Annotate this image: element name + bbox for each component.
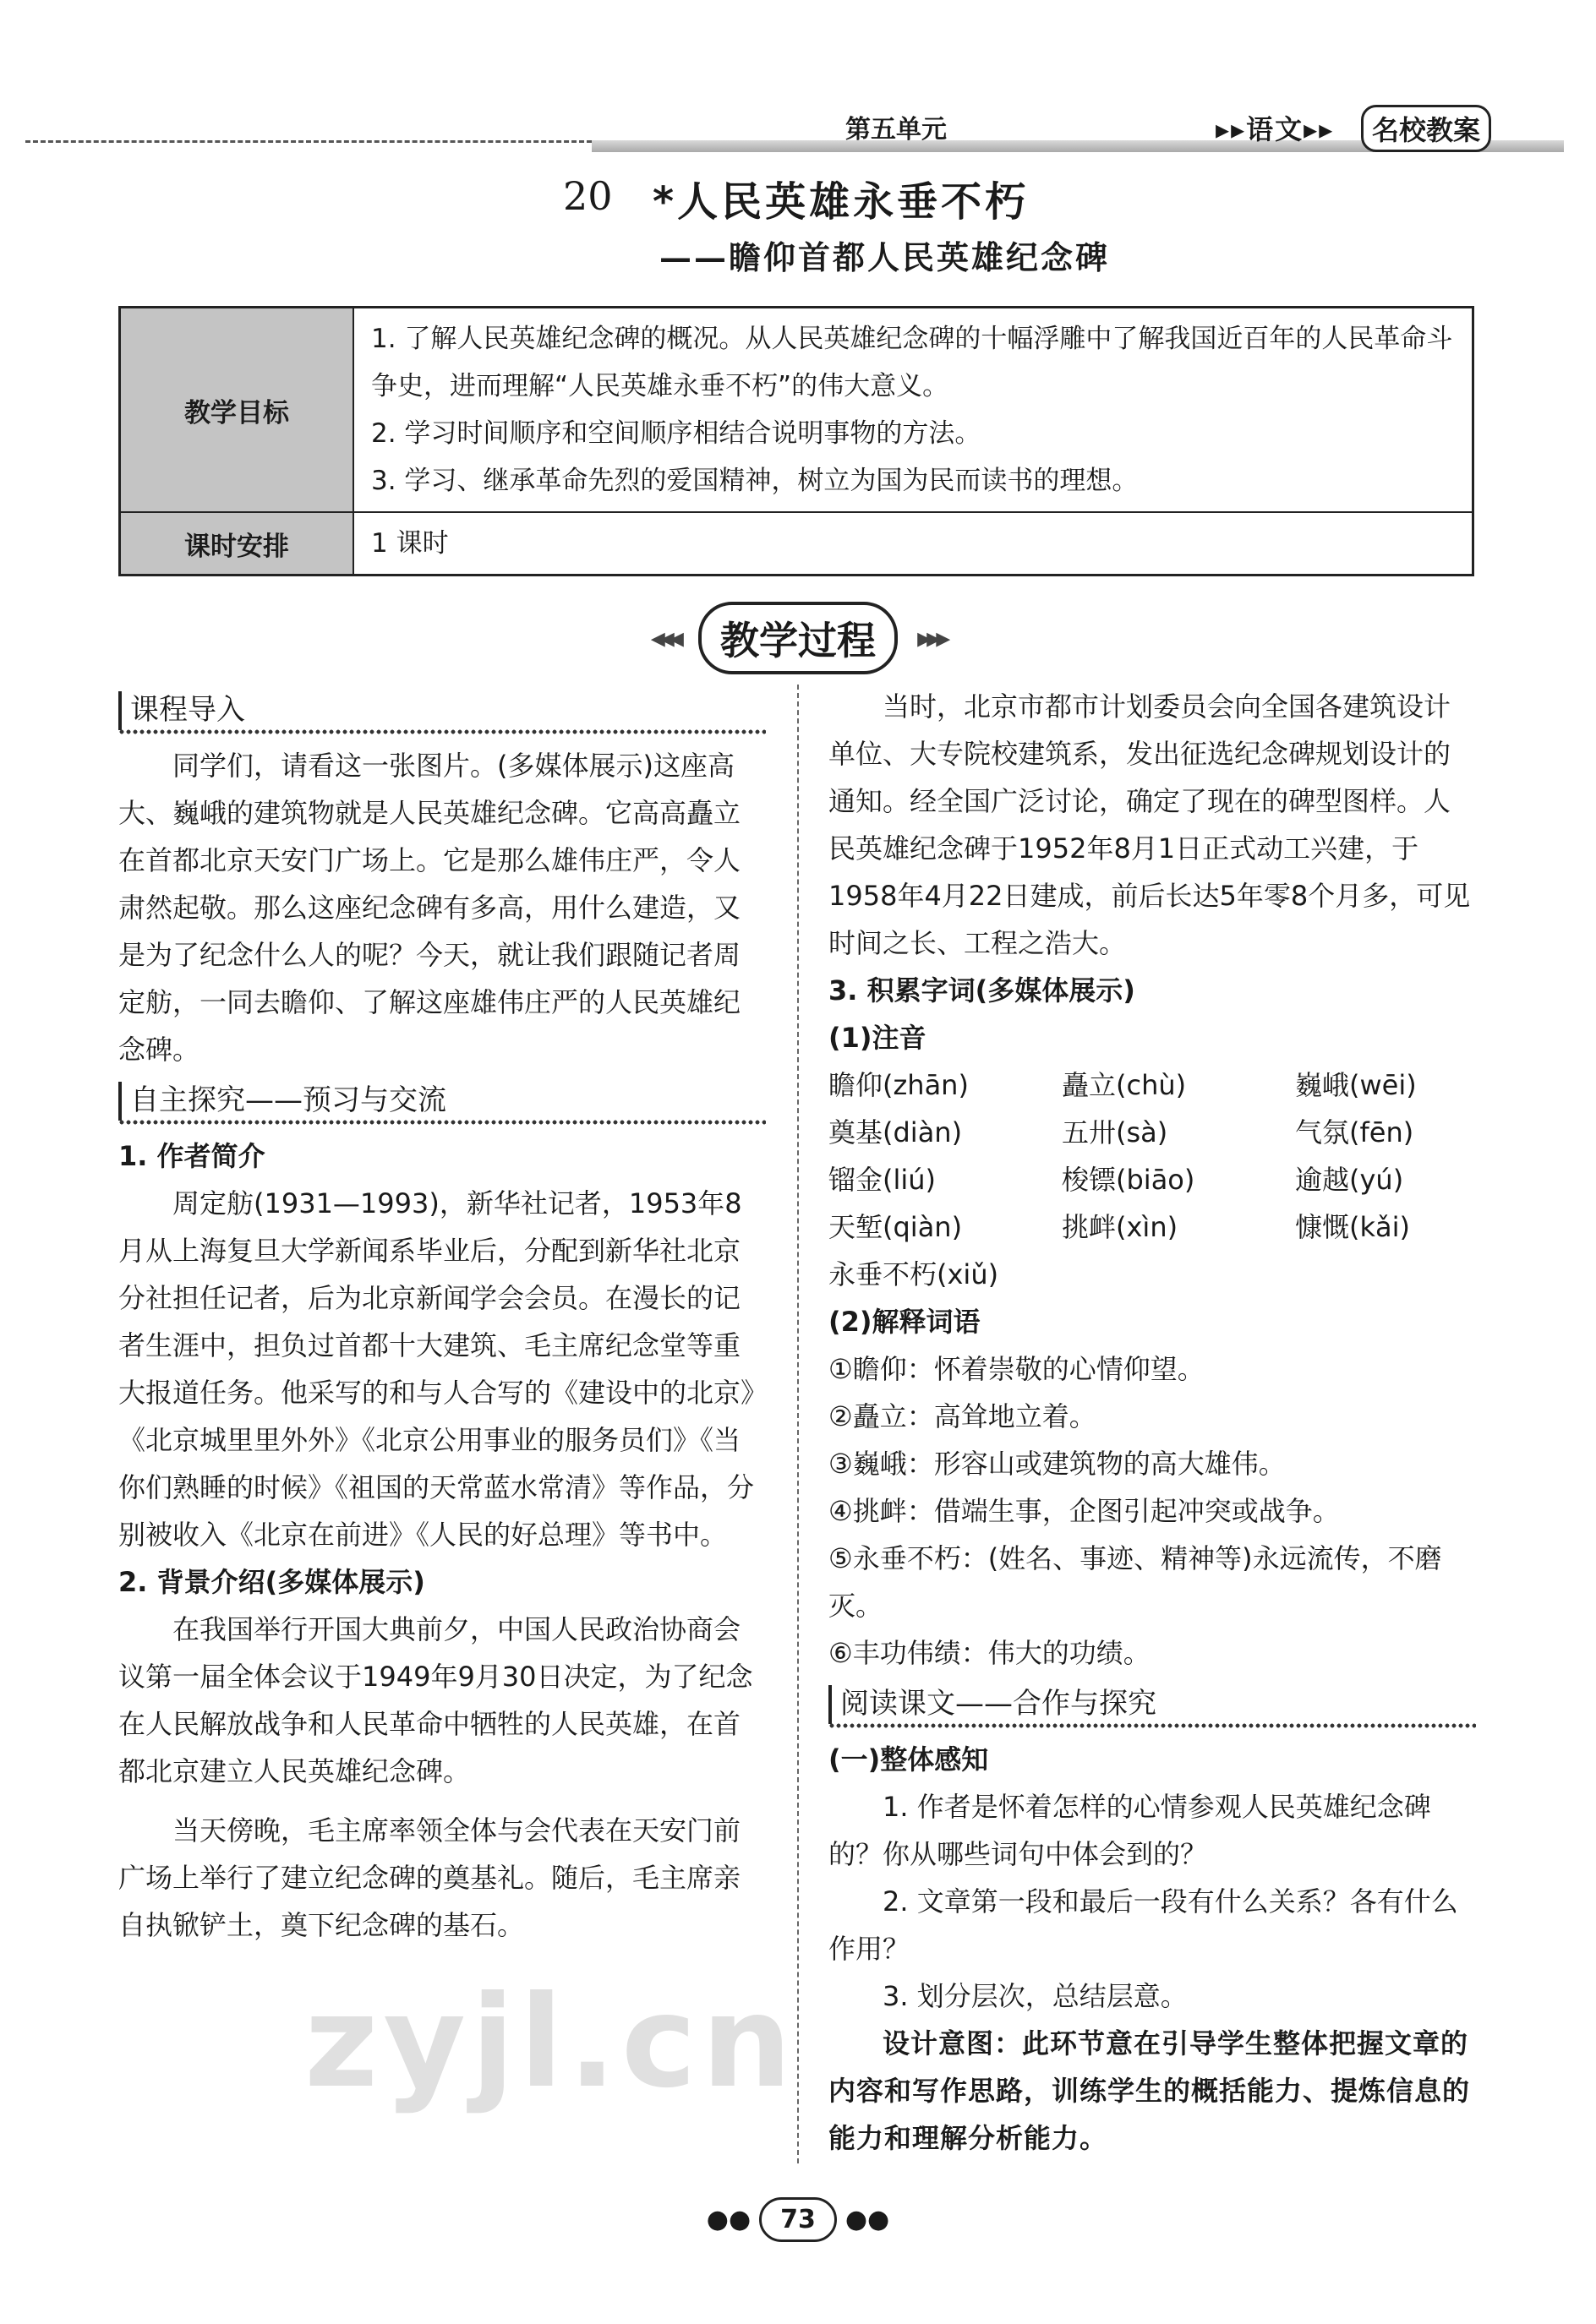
explanation-item: ⑥丰功伟绩：伟大的功绩。 bbox=[828, 1637, 1151, 1669]
background-heading: 2. 背景介绍(多媒体展示) bbox=[118, 1566, 425, 1598]
section-heading bbox=[118, 686, 766, 735]
subject-label bbox=[1216, 108, 1334, 147]
heading-dots bbox=[118, 1119, 766, 1126]
schedule-value: 1 课时 bbox=[353, 512, 1473, 576]
pinyin-item: 气氛(fēn) bbox=[1295, 1116, 1414, 1148]
arrow-icon: ▸▸ bbox=[1304, 113, 1335, 145]
heading-dots bbox=[118, 728, 766, 735]
page-number: 73 bbox=[759, 2197, 837, 2242]
section-heading bbox=[118, 1077, 766, 1126]
brand-badge: 名校教案 bbox=[1361, 105, 1491, 152]
dots-icon: ●● bbox=[706, 2205, 752, 2234]
pinyin-item: 镏金(liú) bbox=[828, 1164, 937, 1196]
pinyin-grid bbox=[828, 1061, 1476, 1298]
schedule-row bbox=[120, 512, 1473, 576]
goal-item: 3. 学习、继承革命先烈的爱国精神，树立为国为民而读书的理想。 bbox=[371, 466, 1139, 496]
explore-heading: 自主探究——预习与交流 bbox=[130, 1083, 446, 1117]
column-divider bbox=[797, 685, 799, 2163]
explanation-item: ④挑衅：借端生事，企图引起冲突或战争。 bbox=[828, 1495, 1340, 1527]
overall-heading: (一)整体感知 bbox=[828, 1743, 989, 1776]
schedule-label: 课时安排 bbox=[120, 512, 354, 576]
section-heading bbox=[828, 1680, 1476, 1729]
pinyin-heading: (1)注音 bbox=[828, 1022, 926, 1054]
heading-bar bbox=[118, 1082, 122, 1121]
pinyin-item: 瞻仰(zhān) bbox=[828, 1069, 969, 1101]
explanation-item: ②矗立：高耸地立着。 bbox=[828, 1400, 1096, 1432]
pinyin-item: 奠基(diàn) bbox=[828, 1116, 963, 1148]
goal-item: 1. 了解人民英雄纪念碑的概况。从人民英雄纪念碑的十幅浮雕中了解我国近百年的人民革命斗争史，进而理解“人民英雄永垂不朽”的伟大意义。 bbox=[371, 324, 1453, 401]
page-number-badge bbox=[0, 2197, 1596, 2242]
explanation-item: ③巍峨：形容山或建筑物的高大雄伟。 bbox=[828, 1448, 1286, 1480]
pinyin-item: 挑衅(xìn) bbox=[1062, 1211, 1178, 1243]
pinyin-item: 巍峨(wēi) bbox=[1295, 1069, 1417, 1101]
question-item: 1. 作者是怀着怎样的心情参观人民英雄纪念碑的？你从哪些词句中体会到的？ bbox=[828, 1791, 1431, 1870]
unit-label: 第五单元 bbox=[845, 115, 947, 145]
words-heading: 3. 积累字词(多媒体展示) bbox=[828, 974, 1135, 1007]
right-arrows-icon: ▸▸▸ bbox=[917, 621, 946, 655]
heading-bar bbox=[828, 1685, 832, 1724]
lesson-subtitle: ——瞻仰首都人民英雄纪念碑 bbox=[659, 238, 1111, 276]
process-banner bbox=[0, 602, 1596, 674]
arrow-icon: ▸▸ bbox=[1216, 113, 1247, 145]
explain-heading: (2)解释词语 bbox=[828, 1306, 981, 1338]
watermark: zyjl.cn bbox=[304, 1969, 797, 2116]
pinyin-item: 梭镖(biāo) bbox=[1062, 1164, 1195, 1196]
explanation-item: ①瞻仰：怀着崇敬的心情仰望。 bbox=[828, 1353, 1205, 1385]
continue-paragraph: 当时，北京市都市计划委员会向全国各建筑设计单位、大专院校建筑系，发出征选纪念碑规划设计的通知。经全国广泛讨论，确定了现在的碑型图样。人民英雄纪念碑于1952年8月1日正式动工兴建，于1958年4月22日建成，前后长达5年零8个月多，可见时间之长、工程之浩大。 bbox=[828, 690, 1471, 959]
lesson-number: 20 bbox=[563, 173, 613, 219]
pinyin-item: 矗立(chù) bbox=[1062, 1069, 1187, 1101]
pinyin-item: 永垂不朽(xiǔ) bbox=[828, 1258, 999, 1290]
goals-label: 教学目标 bbox=[120, 308, 354, 513]
right-column bbox=[828, 683, 1476, 2162]
header-dashed-rule bbox=[25, 140, 592, 143]
question-item: 3. 划分层次，总结层意。 bbox=[883, 1980, 1188, 2012]
pinyin-item: 逾越(yú) bbox=[1295, 1164, 1404, 1196]
pinyin-item: 天堑(qiàn) bbox=[828, 1211, 963, 1243]
author-paragraph: 周定舫(1931—1993)，新华社记者，1953年8月从上海复旦大学新闻系毕业后，分配到新华社北京分社担任记者，后为北京新闻学会会员。在漫长的记者生涯中，担负过首都十大建筑、毛主席纪念堂等重大报道任务。他采写的和与人合写的《建设中的北京》《北京城里里外外》《北京公用事业的服务员们》《当你们熟睡的时候》《祖国的天常蓝水常清》等作品，分别被收入《北京在前进》《人民的好总理》等书中。 bbox=[118, 1187, 755, 1551]
background-paragraph: 在我国举行开国大典前夕，中国人民政治协商会议第一届全体会议于1949年9月30日决定，为了纪念在人民解放战争和人民革命中牺牲的人民英雄，在首都北京建立人民英雄纪念碑。 bbox=[118, 1613, 753, 1787]
background-paragraph: 当天傍晚，毛主席率领全体与会代表在天安门前广场上举行了建立纪念碑的奠基礼。随后，毛主席亲自执锨铲土，奠下纪念碑的基石。 bbox=[118, 1814, 741, 1941]
left-column bbox=[118, 683, 766, 1949]
intro-heading: 课程导入 bbox=[130, 693, 245, 727]
left-arrows-icon: ◂◂◂ bbox=[650, 621, 679, 655]
heading-dots bbox=[828, 1722, 1476, 1729]
lesson-title: *人民英雄永垂不朽 bbox=[653, 178, 1030, 226]
process-title: 教学过程 bbox=[698, 602, 898, 674]
explanation-item: ⑤永垂不朽：(姓名、事迹、精神等)永远流传，不磨灭。 bbox=[828, 1542, 1442, 1622]
design-note: 设计意图：此环节意在引导学生整体把握文章的内容和写作思路，训练学生的概括能力、提炼信息的能力和理解分析能力。 bbox=[828, 2027, 1471, 2154]
subject-text: 语文 bbox=[1246, 113, 1304, 145]
read-heading: 阅读课文——合作与探究 bbox=[840, 1687, 1156, 1721]
dots-icon: ●● bbox=[844, 2205, 890, 2234]
goals-row bbox=[120, 308, 1473, 513]
heading-bar bbox=[118, 691, 122, 730]
goal-item: 2. 学习时间顺序和空间顺序相结合说明事物的方法。 bbox=[371, 418, 981, 449]
pinyin-item: 五卅(sà) bbox=[1062, 1116, 1168, 1148]
question-item: 2. 文章第一段和最后一段有什么关系？各有什么作用？ bbox=[828, 1885, 1458, 1965]
author-heading: 1. 作者简介 bbox=[118, 1140, 265, 1172]
intro-paragraph: 同学们，请看这一张图片。(多媒体展示)这座高大、巍峨的建筑物就是人民英雄纪念碑。它高高矗立在首都北京天安门广场上。它是那么雄伟庄严，令人肃然起敬。那么这座纪念碑有多高，用什么建造，又是为了纪念什么人的呢？今天，就让我们跟随记者周定舫，一同去瞻仰、了解这座雄伟庄严的人民英雄纪念碑。 bbox=[118, 750, 741, 1066]
pinyin-item: 慷慨(kǎi) bbox=[1295, 1211, 1411, 1243]
goals-table bbox=[118, 306, 1474, 576]
goals-content bbox=[353, 308, 1473, 513]
